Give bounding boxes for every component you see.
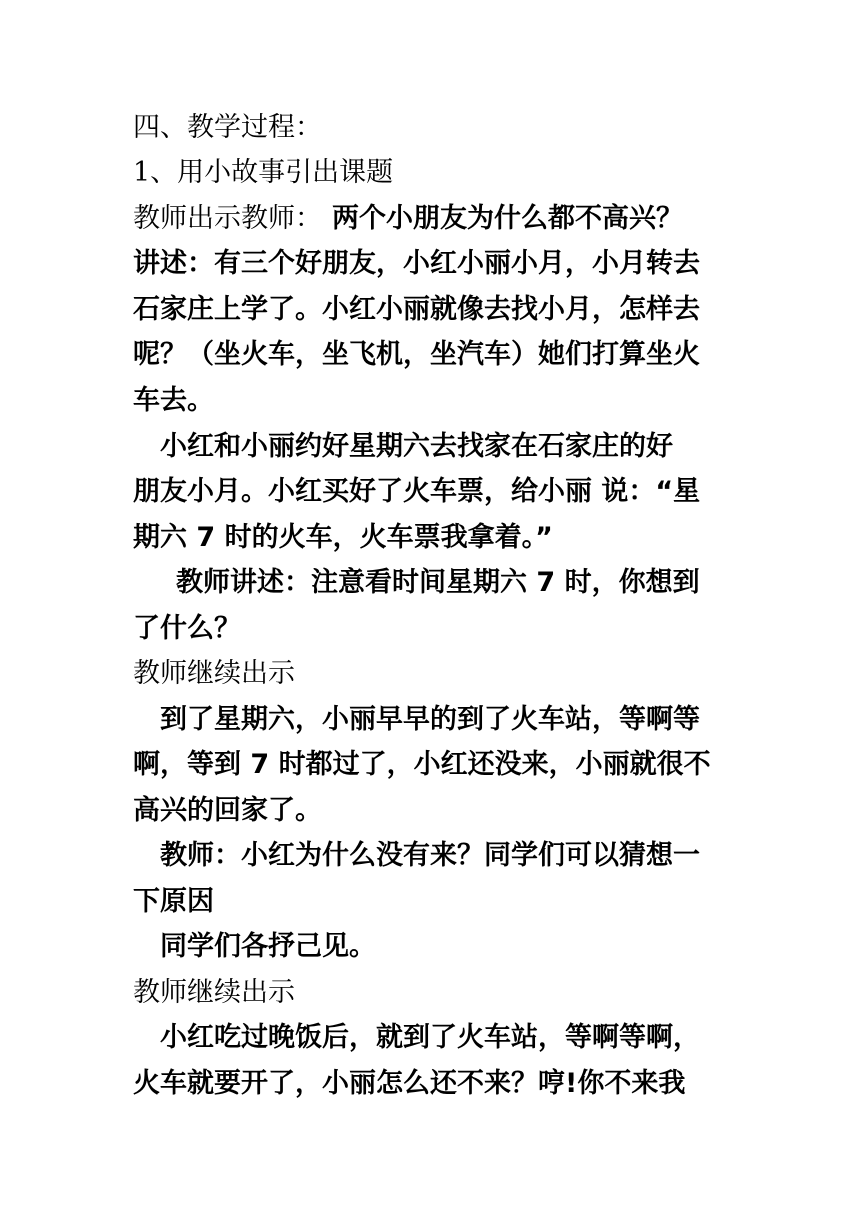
paragraph-line: 讲述：有三个好朋友，小红小丽小月，小月转去	[133, 248, 700, 279]
paragraph-line: 到了星期六，小丽早早的到了火车站，等啊等	[160, 704, 700, 735]
paragraph-line: 了什么？	[133, 613, 241, 644]
paragraph-line: 小红吃过晚饭后，就到了火车站，等啊等啊，	[160, 1022, 700, 1053]
paragraph-line: 教师：小红为什么没有来？同学们可以猜想一	[160, 840, 700, 871]
teacher-question: 两个小朋友为什么都不高兴？	[332, 203, 683, 234]
subsection-heading: 1、用小故事引出课题	[133, 157, 394, 188]
paragraph-line: 火车就要开了，小丽怎么还不来？哼!你不来我	[133, 1068, 686, 1099]
paragraph-line: 啊，等到 7 时都过了，小红还没来，小丽就很不	[133, 749, 711, 780]
paragraph-line: 教师讲述：注意看时间星期六 7 时，你想到	[176, 567, 700, 598]
paragraph-line: 小红和小丽约好星期六去找家在石家庄的好	[160, 431, 673, 462]
section-heading: 四、教学过程：	[133, 112, 322, 143]
paragraph-line: 高兴的回家了。	[133, 795, 322, 826]
teacher-shows-label: 教师出示教师：	[133, 203, 322, 234]
paragraph-line: 下原因	[133, 886, 214, 917]
paragraph-line: 石家庄上学了。小红小丽就像去找小月，怎样去	[133, 294, 700, 325]
teacher-continues-label: 教师继续出示	[133, 977, 295, 1008]
paragraph-line: 同学们各抒己见。	[160, 931, 376, 962]
paragraph-line: 朋友小月。小红买好了火车票，给小丽 说：“星	[133, 476, 701, 507]
teacher-continues-label: 教师继续出示	[133, 658, 295, 689]
paragraph-line: 车去。	[133, 385, 214, 416]
paragraph-line: 期六 7 时的火车，火车票我拿着。”	[133, 522, 553, 553]
paragraph-line: 呢？（坐火车，坐飞机，坐汽车）她们打算坐火	[133, 339, 700, 370]
